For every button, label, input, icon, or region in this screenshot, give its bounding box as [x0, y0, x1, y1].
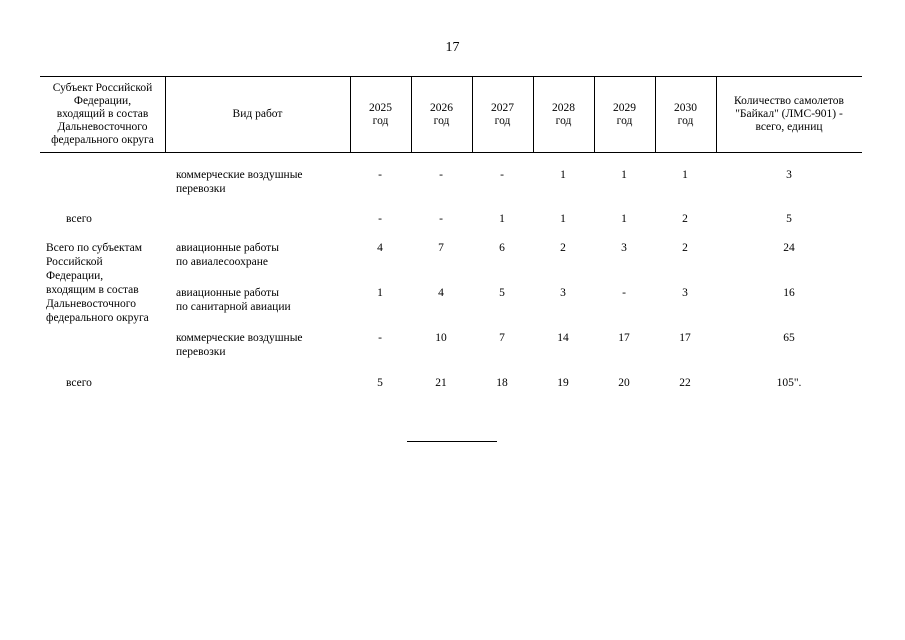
header-year-2025: 2025 год	[369, 101, 392, 127]
table-header	[40, 76, 862, 153]
row-total: 16	[783, 287, 795, 299]
row-total: 3	[786, 169, 792, 181]
page-number: 17	[445, 40, 460, 55]
row-value-2028: 19	[557, 377, 569, 389]
row-work-type: авиационные работы по авиалесоохране	[176, 242, 279, 268]
row-total: 105".	[776, 377, 802, 389]
row-value-2026: 10	[435, 332, 447, 344]
row-value-2028: 2	[560, 242, 566, 254]
row-value-2030: 2	[682, 242, 688, 254]
row-value-2025: -	[378, 169, 382, 181]
row-value-2028: 14	[557, 332, 569, 344]
aircraft-table	[40, 76, 862, 389]
row-value-2025: -	[378, 213, 382, 225]
row-value-2025: 4	[377, 242, 383, 254]
header-year-2028: 2028 год	[552, 101, 575, 127]
row-value-2030: 3	[682, 287, 688, 299]
row-value-2030: 17	[679, 332, 691, 344]
row-value-2025: 1	[377, 287, 383, 299]
row-value-2029: 1	[621, 169, 627, 181]
header-total: Количество самолетов "Байкал" (ЛМС-901) - всего, единиц	[734, 95, 844, 133]
row-value-2027: 1	[499, 213, 505, 225]
header-subject: Субъект Российской Федерации, входящий в состав Дальневосточного федерального округа	[51, 82, 154, 146]
header-year-2026: 2026 год	[430, 101, 453, 127]
row-value-2027: 7	[499, 332, 505, 344]
row-total: 65	[783, 332, 795, 344]
row-value-2029: 20	[618, 377, 630, 389]
row-total: 5	[786, 213, 792, 225]
header-work-type: Вид работ	[232, 108, 283, 120]
row-value-2029: 3	[621, 242, 627, 254]
row-value-2029: 17	[618, 332, 630, 344]
header-year-2027: 2027 год	[491, 101, 514, 127]
row-subject: всего	[66, 213, 92, 225]
row-work-type: коммерческие воздушные перевозки	[176, 169, 303, 195]
row-subject: Всего по субъектам Российской Федерации, входящим в состав Дальневосточного федерального округа	[46, 242, 149, 324]
row-value-2028: 1	[560, 169, 566, 181]
row-value-2029: -	[622, 287, 626, 299]
row-value-2027: 18	[496, 377, 508, 389]
row-value-2026: 4	[438, 287, 444, 299]
row-value-2027: -	[500, 169, 504, 181]
row-work-type: коммерческие воздушные перевозки	[176, 332, 303, 358]
row-value-2030: 22	[679, 377, 691, 389]
row-value-2026: 7	[438, 242, 444, 254]
footer-divider	[407, 441, 497, 442]
row-value-2030: 1	[682, 169, 688, 181]
row-value-2025: -	[378, 332, 382, 344]
header-year-2029: 2029 год	[613, 101, 636, 127]
row-value-2026: -	[439, 169, 443, 181]
row-subject: всего	[66, 377, 92, 389]
row-value-2026: -	[439, 213, 443, 225]
row-value-2030: 2	[682, 213, 688, 225]
row-value-2028: 3	[560, 287, 566, 299]
row-value-2027: 6	[499, 242, 505, 254]
row-work-type: авиационные работы по санитарной авиации	[176, 287, 291, 313]
row-value-2026: 21	[435, 377, 447, 389]
header-year-2030: 2030 год	[674, 101, 697, 127]
row-value-2028: 1	[560, 213, 566, 225]
row-value-2027: 5	[499, 287, 505, 299]
row-value-2029: 1	[621, 213, 627, 225]
row-value-2025: 5	[377, 377, 383, 389]
row-total: 24	[783, 242, 795, 254]
